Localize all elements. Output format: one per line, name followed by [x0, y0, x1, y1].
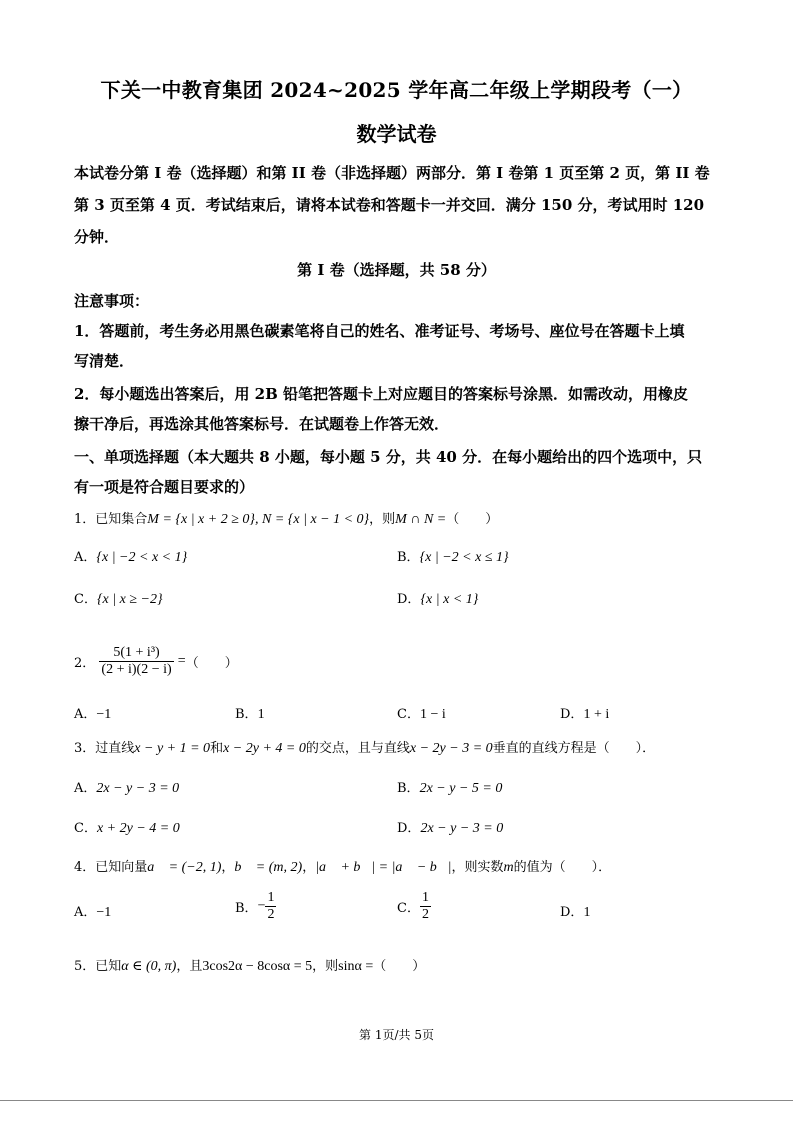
q3-option-c: C．x + 2y − 4 = 0 [74, 821, 180, 836]
part1-line-2: 有一项是符合题目要求的） [74, 478, 255, 496]
notice-2-line-2: 擦干净后，再选涂其他答案标号．在试题卷上作答无效． [74, 415, 450, 433]
q1-option-d: D．{x | x < 1} [397, 592, 479, 607]
q3-option-b: B．2x − y − 5 = 0 [397, 781, 503, 796]
page-footer: 第 1页/共 5页 [359, 1028, 434, 1042]
question-3: 3．过直线x − y + 1 = 0和x − 2y + 4 = 0的交点，且与直线x − 2y − 3 = 0垂直的直线方程是（ ）． [74, 741, 656, 756]
q2-option-d: D．1 + i [560, 707, 610, 722]
intro-line-3: 分钟． [74, 228, 120, 246]
notice-title: 注意事项： [74, 292, 150, 310]
q2-option-c: C．1 − i [397, 707, 446, 722]
q3-option-a: A．2x − y − 3 = 0 [74, 781, 180, 796]
q2-option-a: A．−1 [74, 707, 112, 722]
notice-2-line-1: 2．每小题选出答案后，用 2B 铅笔把答题卡上对应题目的答案标号涂黑．如需改动，用橡皮 [74, 385, 689, 403]
q4-option-a: A．−1 [74, 905, 112, 920]
q1-option-c: C．{x | x ≥ −2} [74, 592, 163, 607]
q2-option-b: B．1 [235, 707, 265, 722]
intro-line-2: 第 3 页至第 4 页．考试结束后，请将本试卷和答题卡一并交回．满分 150 分，考试用时 120 [74, 196, 705, 214]
notice-1-line-2: 写清楚． [74, 352, 135, 370]
q1-expression: M ∩ N = [395, 512, 447, 527]
q1-sets: M = {x | x + 2 ≥ 0}, N = {x | x − 1 < 0} [147, 512, 370, 527]
q1-option-b: B．{x | −2 < x ≤ 1} [397, 550, 509, 565]
q4-option-b: B．− $\frac{1}{2}$ [235, 890, 275, 922]
question-4: 4．已知向量a⃗ = (−2, 1)，b⃗ = (m, 2)，|a⃗ + b⃗| = |a⃗ − b⃗|，则实数m的值为（ ）． [74, 860, 612, 875]
q1-option-a: A．{x | −2 < x < 1} [74, 550, 188, 565]
q3-option-d: D．2x − y − 3 = 0 [397, 821, 504, 836]
section-heading: 第 I 卷（选择题，共 58 分） [297, 261, 496, 279]
q4-option-c: C． $\frac{1}{2}$ [397, 890, 429, 922]
intro-line-1: 本试卷分第 I 卷（选择题）和第 II 卷（非选择题）两部分．第 I 卷第 1 页至第 2 页，第 II 卷 [74, 164, 710, 182]
q4-option-d: D．1 [560, 905, 591, 920]
notice-1-line-1: 1．答题前，考生务必用黑色碳素笔将自己的姓名、准考证号、考场号、座位号在答题卡上填 [74, 322, 685, 340]
page-subtitle: 数学试卷 [356, 122, 437, 146]
page-bottom-divider [0, 1100, 793, 1101]
question-5: 5．已知α ∈ (0, π)，且3cos2α − 8cosα = 5，则sinα =（ ） [74, 959, 426, 974]
part1-line-1: 一、单项选择题（本大题共 8 小题，每小题 5 分，共 40 分．在每小题给出的四个选项中，只 [74, 448, 703, 466]
page-title: 下关一中教育集团 2024~2025 学年高二年级上学期段考（一） [100, 78, 693, 102]
q2-fraction: $\frac{\text{5(1 + i³)}}{(2 + i)(2 - i)}$ [101, 645, 172, 677]
question-2: 2． $\frac{\text{5(1 + i³)}}{(2 + i)(2 - i)}$ =（ ） [74, 645, 238, 677]
question-1: 1．已知集合M = {x | x + 2 ≥ 0}, N = {x | x − 1 < 0}，则M ∩ N =（ ） [74, 512, 499, 527]
